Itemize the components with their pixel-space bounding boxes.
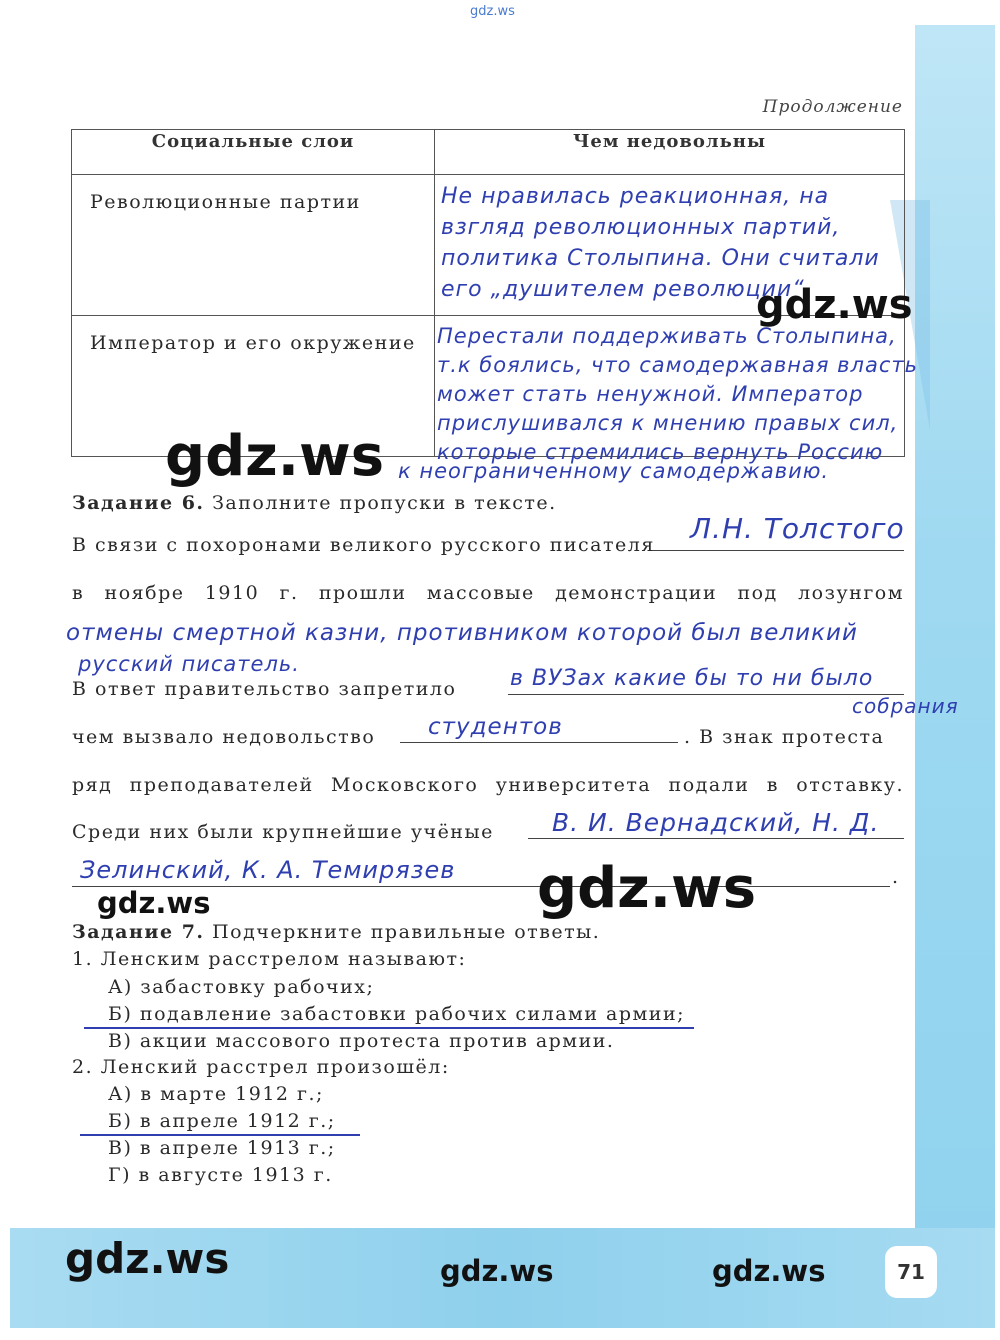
task6-line-2: в ноябре 1910 г. прошли массовые демонстрации под лозунгом — [72, 582, 904, 604]
handwritten-answer: Л.Н. Толстого — [690, 512, 905, 545]
handwritten-answer: в ВУЗах какие бы то ни было — [510, 666, 874, 691]
blank-line — [400, 742, 678, 743]
answer-option: В) акции массового протеста против армии. — [108, 1030, 615, 1052]
watermark: gdz.ws — [165, 424, 385, 489]
task6-line-3: В ответ правительство запретило — [72, 678, 457, 700]
handwritten-answer: отмены смертной казни, противником которой был великий — [66, 620, 858, 646]
task6-instruction: Заполните пропуски в тексте. — [212, 492, 557, 514]
answer-option: А) забастовку рабочих; — [108, 976, 375, 998]
answer-cell — [435, 316, 918, 464]
page-number: 71 — [885, 1246, 937, 1298]
handwritten-answer-continuation: к неограниченному самодержавию. — [398, 459, 830, 483]
answer-underline — [80, 1134, 360, 1136]
task6-line-6: Среди них были крупнейшие учёные — [72, 821, 494, 843]
handwritten-answer: В. И. Вернадский, Н. Д. — [552, 808, 880, 837]
task6-heading — [72, 492, 557, 514]
handwritten-answer: русский писатель. — [78, 652, 300, 676]
handwritten-answer: Перестали поддерживать Столыпина, т.к боялись, что самодержавная власть может стать ненужной. Император прислушивался к мнению правых сил, которые стремились вернуть Россию — [437, 324, 918, 464]
answer-option: Г) в августе 1913 г. — [108, 1164, 333, 1186]
table-header-row — [72, 130, 905, 175]
watermark: gdz.ws — [65, 1234, 230, 1283]
task6-title: Задание 6. — [72, 492, 205, 514]
task7-title: Задание 7. — [72, 921, 205, 943]
task6-line-4b: . В знак протеста — [684, 726, 885, 748]
blank-line — [508, 694, 904, 695]
task6-line-4a: чем вызвало недовольство — [72, 726, 376, 748]
task6-line-5: ряд преподавателей Московского университета подали в отставку. — [72, 774, 904, 796]
task6-line-1: В связи с похоронами великого русского писателя — [72, 534, 655, 556]
question-1: 1. Ленским расстрелом называют: — [72, 948, 467, 970]
header-discontent: Чем недовольны — [435, 130, 905, 175]
question-2: 2. Ленский расстрел произошёл: — [72, 1056, 450, 1078]
handwritten-answer: Зелинский, К. А. Темирязев — [80, 856, 456, 884]
task7-heading — [72, 921, 600, 943]
blank-line — [652, 550, 904, 551]
answer-option-selected: Б) подавление забастовки рабочих силами армии; — [108, 1003, 686, 1025]
top-watermark: gdz.ws — [470, 4, 515, 19]
layer-cell: Император и его окружение — [72, 316, 435, 457]
watermark: gdz.ws — [756, 282, 913, 328]
watermark: gdz.ws — [537, 856, 757, 921]
continuation-label: Продолжение — [762, 97, 903, 117]
handwritten-answer: Не нравилась реакционная, на взгляд революционных партий, политика Столыпина. Они считали его „душителем революции“ — [441, 184, 880, 302]
answer-option: А) в марте 1912 г.; — [108, 1083, 324, 1105]
watermark: gdz.ws — [97, 886, 211, 920]
task7-instruction: Подчеркните правильные ответы. — [212, 921, 601, 943]
header-layers: Социальные слои — [72, 130, 435, 175]
answer-option: В) в апреле 1913 г.; — [108, 1137, 336, 1159]
watermark: gdz.ws — [440, 1254, 554, 1288]
answer-option-selected: Б) в апреле 1912 г.; — [108, 1110, 336, 1132]
watermark: gdz.ws — [712, 1254, 826, 1288]
layer-cell: Революционные партии — [72, 175, 435, 316]
task6-end-period: . — [892, 866, 900, 888]
handwritten-answer: собрания — [852, 694, 959, 718]
answer-underline — [84, 1027, 694, 1029]
blank-line — [528, 838, 904, 839]
handwritten-answer: студентов — [428, 714, 563, 740]
